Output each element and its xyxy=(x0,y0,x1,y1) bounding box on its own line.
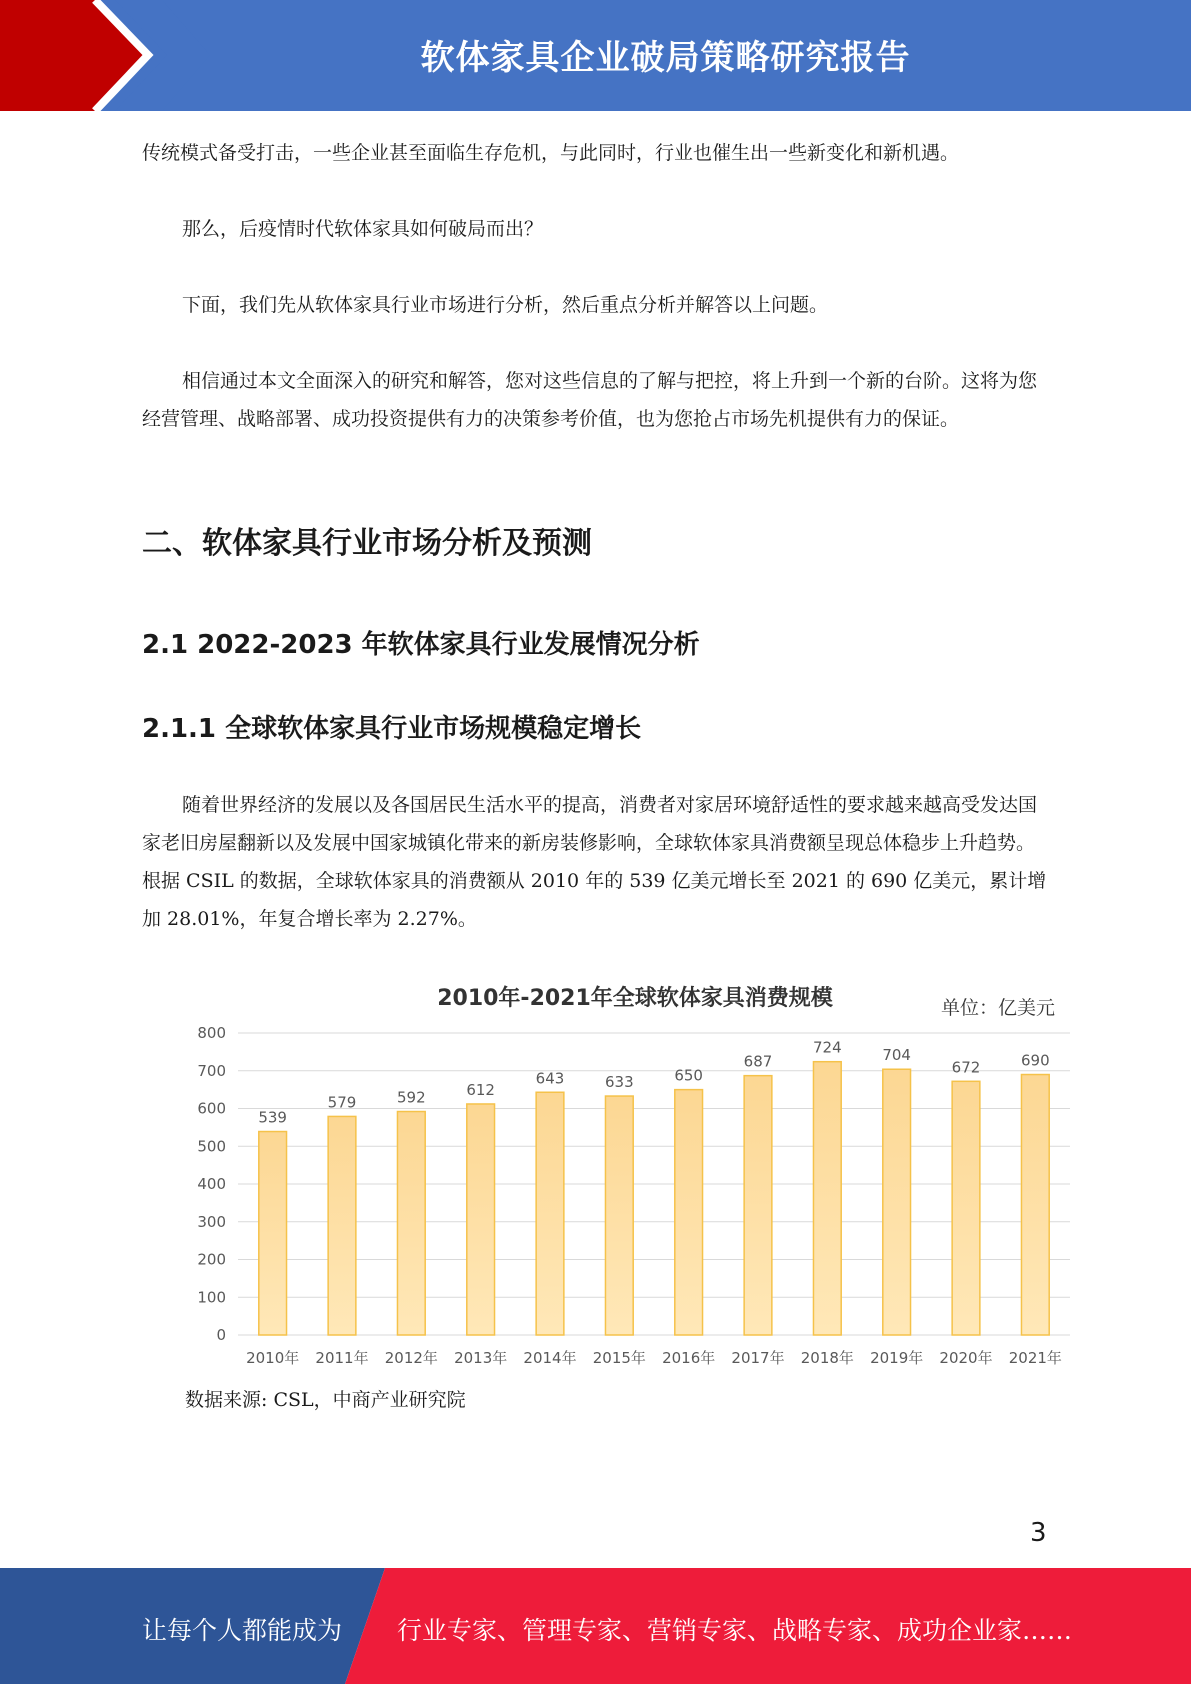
header-title: 软体家具企业破局策略研究报告 xyxy=(420,38,911,78)
body-paragraph: 随着世界经济的发展以及各国居民生活水平的提高，消费者对家居环境舒适性的要求越来越高受发达国家老旧房屋翻新以及发展中国家城镇化带来的新房装修影响，全球软体家具消费额呈现总体稳步上升趋势。根据 CSIL 的数据，全球软体家具的消费额从 2010 年的 539 亿美元增长至 2021 的 690 亿美元，累计增加 28.01%，年复合增长率为 2.27%。 xyxy=(142,794,1047,930)
data-label: 579 xyxy=(327,1093,357,1112)
x-tick-label: 2015年 xyxy=(592,1349,646,1367)
y-tick-label: 700 xyxy=(197,1061,226,1080)
y-tick-label: 500 xyxy=(197,1137,226,1156)
y-tick-label: 400 xyxy=(197,1175,226,1193)
y-tick-label: 300 xyxy=(197,1212,226,1231)
data-label: 633 xyxy=(605,1073,634,1092)
x-tick-label: 2017年 xyxy=(731,1349,785,1367)
y-tick-label: 200 xyxy=(197,1250,226,1269)
data-label: 724 xyxy=(813,1038,842,1057)
x-tick-label: 2016年 xyxy=(662,1349,716,1367)
bar-2015年 xyxy=(605,1096,633,1335)
bar-2013年 xyxy=(467,1104,495,1335)
paragraph-1: 传统模式备受打击，一些企业甚至面临生存危机，与此同时，行业也催生出一些新变化和新机遇。 xyxy=(142,142,960,164)
bar-2012年 xyxy=(397,1112,425,1335)
data-label: 612 xyxy=(466,1080,495,1099)
data-label: 690 xyxy=(1021,1051,1050,1070)
paragraph-2: 那么，后疫情时代软体家具如何破局而出？ xyxy=(182,218,544,240)
page-footer xyxy=(0,1568,1191,1684)
data-label: 539 xyxy=(258,1108,287,1127)
y-tick-label: 100 xyxy=(197,1288,226,1307)
bar-2018年 xyxy=(813,1062,841,1335)
x-tick-label: 2011年 xyxy=(315,1349,369,1367)
x-tick-label: 2018年 xyxy=(800,1349,854,1367)
paragraph-4: 相信通过本文全面深入的研究和解答，您对这些信息的了解与把控，将上升到一个新的台阶。这将为您经营管理、战略部署、成功投资提供有力的决策参考价值，也为您抢占市场先机提供有力的保证。 xyxy=(142,370,1038,430)
data-label: 643 xyxy=(535,1069,565,1088)
x-tick-label: 2020年 xyxy=(939,1349,993,1367)
bar-2020年 xyxy=(952,1081,980,1335)
page-header xyxy=(0,0,1191,111)
x-tick-label: 2010年 xyxy=(246,1349,300,1367)
data-label: 704 xyxy=(882,1046,911,1065)
chart-title: 2010年-2021年全球软体家具消费规模 xyxy=(437,986,833,1011)
data-source: 数据来源: CSL，中商产业研究院 xyxy=(185,1389,466,1411)
data-label: 650 xyxy=(674,1066,703,1085)
x-tick-label: 2014年 xyxy=(523,1349,577,1367)
y-tick-label: 0 xyxy=(216,1326,226,1344)
consumption-bar-chart xyxy=(175,970,1075,1375)
data-label: 592 xyxy=(397,1088,426,1107)
y-tick-label: 600 xyxy=(197,1099,226,1118)
x-tick-label: 2021年 xyxy=(1008,1349,1062,1367)
y-tick-label: 800 xyxy=(197,1024,226,1042)
x-tick-label: 2012年 xyxy=(384,1349,438,1367)
bar-2010年 xyxy=(259,1132,287,1335)
data-label: 687 xyxy=(743,1052,773,1071)
bar-2016年 xyxy=(675,1090,703,1335)
chart-unit-label: 单位：亿美元 xyxy=(940,997,1055,1019)
subsection-heading: 2.1 2022-2023 年软体家具行业发展情况分析 xyxy=(142,630,700,660)
section-heading: 二、软体家具行业市场分析及预测 xyxy=(142,526,592,561)
subsubsection-heading: 2.1.1 全球软体家具行业市场规模稳定增长 xyxy=(142,714,642,744)
bar-2011年 xyxy=(328,1116,356,1335)
paragraph-3: 下面，我们先从软体家具行业市场进行分析，然后重点分析并解答以上问题。 xyxy=(182,294,829,316)
footer-slogan-right: 行业专家、管理专家、营销专家、战略专家、成功企业家…… xyxy=(397,1616,1073,1645)
bar-2021年 xyxy=(1021,1075,1049,1335)
page-number: 3 xyxy=(1030,1518,1047,1548)
data-label: 672 xyxy=(951,1058,981,1077)
footer-slogan-left: 让每个人都能成为 xyxy=(142,1616,343,1645)
x-tick-label: 2019年 xyxy=(870,1349,924,1367)
bar-2017年 xyxy=(744,1076,772,1335)
bar-2019年 xyxy=(883,1069,911,1335)
x-tick-label: 2013年 xyxy=(454,1349,508,1367)
bar-2014年 xyxy=(536,1092,564,1335)
